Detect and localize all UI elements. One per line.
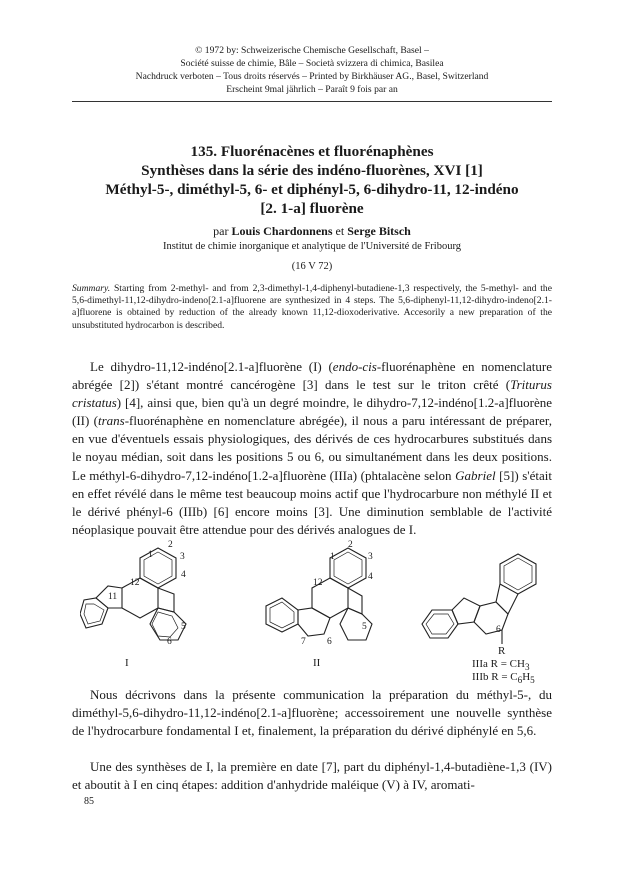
atom-1: 1 [148,550,153,560]
paragraph-3: Une des synthèses de I, la première en date [7], part du diphényl-1,4-butadiène-1,3 (IV) et aboutit à I en cinq étapes: addition d'anhydride maléique (V) à IV, aromati- [72,759,552,793]
label-I: I [125,657,129,669]
header-rule [72,101,552,102]
frequency-line: Erscheint 9mal jährlich – Paraît 9 fois par an [226,84,398,95]
society-line: Société suisse de chimie, Bâle – Società svizzera di chimica, Basilea [180,58,444,69]
label-II: II [313,657,321,669]
received-date: (16 V 72) [291,261,333,272]
copyright-line: © 1972 by: Schweizerische Chemische Gesellschaft, Basel – [195,45,429,56]
summary [72,283,552,332]
atom-11: 11 [108,592,118,602]
atom-3: 3 [180,552,185,562]
atom-5: 5 [181,622,186,632]
paragraph-2: Nous décrivons dans la présente communication la préparation du méthyl-5-, du diméthyl-5,6-dihydro-11,12-indéno[2.1-a]fluorène; accessoirement une nouvelle synthèse de l'hydrocarbure fondamental I et, finalement, la préparation du dérivé diphénylé en 5,6. [72,687,552,739]
atom-1-II: 1 [330,552,335,562]
atom-2: 2 [168,540,173,550]
summary-label: Summary. [72,283,111,294]
atom-5-II: 5 [362,622,367,632]
structure-II [248,540,388,652]
atom-3-II: 3 [368,552,373,562]
byline-et: et [335,224,345,238]
substituent-R: R [498,645,506,657]
paragraph-1: Le dihydro-11,12-indéno[2.1-a]fluorène (I) (endo-cis-fluorénaphène en nomenclature abrégée [2]) s'étant montré cancérogène [3] dans le test sur le triton crêté (Triturus cristatus) [4], ainsi que, bien qu'à un degré moindre, le dihydro-7,12-indéno[1.2-a]fluorène (II) (trans-fluorénaphène en nomenclature abrégée), il nous a paru intéressant de préparer, en vue d'éventuels essais physiologiques, des dérivés de ces hydrocarbures substitués dans le noyau médian, soit dans les positions 5 ou 6, ou simultanément dans les deux positions. Le méthyl-6-dihydro-7,12-indéno[1.2-a]fluorène (IIIa) (phtalacène selon Gabriel [5]) s'était en effet révélé dans le même test beaucoup moins actif que l'hydrocarbure non méthylé II et le dérivé phényl-6 (IIIb) [6] encore moins [3]. Une diminution semblable de l'activité néoplasique pouvait être attendue pour des dérivés analogues de I. [72,359,553,537]
structure-III [418,540,558,652]
page-number: 85 [84,796,94,807]
atom-7-II: 7 [301,637,306,647]
label-IIIb: IIIb $R = C_6H_5$ [472,671,535,686]
atom-4: 4 [181,570,186,580]
atom-12: 12 [130,578,140,588]
rights-line: Nachdruck verboten – Tous droits réservés – Printed by Birkhäuser AG., Basel, Switzerland [135,71,489,82]
article-title-3: Méthyl-5-, diméthyl-5, 6- et diphényl-5, 6-dihydro-11, 12-indéno [105,181,519,198]
institute: Institut de chimie inorganique et analytique de l'Université de Fribourg [162,241,462,252]
atom-6-III: 6 [496,625,501,635]
summary-text: Starting from 2-methyl- and from 2,3-dimethyl-1,4-diphenyl-butadiene-1,3 respectively, the 5-methyl- and the 5,6-dimethyl-11,12-dihydro-indeno[2.1-a]fluorene are synthesized in 4 steps. The 5,6-diphenyl-11,12-dihydro-indeno[2.1-a]fluorene is obtained by reduction of the already known 11,12-dioxoderivative. Accesorily a new preparation of the unsubstituted hydrocarbon is described. [72,283,552,331]
byline-par: par [213,224,229,238]
atom-6-II: 6 [327,637,332,647]
article-title-1: 135. Fluorénacènes et fluorénaphènes [190,143,434,160]
label-IIIa: IIIa $R = CH_3$ [472,658,530,673]
atom-4-II: 4 [368,572,373,582]
author-2: Serge Bitsch [347,224,411,238]
atom-12-II: 12 [313,578,323,588]
author-1: Louis Chardonnens [231,224,333,238]
atom-2-II: 2 [348,540,353,550]
article-title-4: [2. 1-a] fluorène [260,200,364,217]
atom-6: 6 [167,637,172,647]
article-title-2: Synthèses dans la série des indéno-fluorènes, XVI [1] [141,162,483,179]
byline [0,224,624,239]
